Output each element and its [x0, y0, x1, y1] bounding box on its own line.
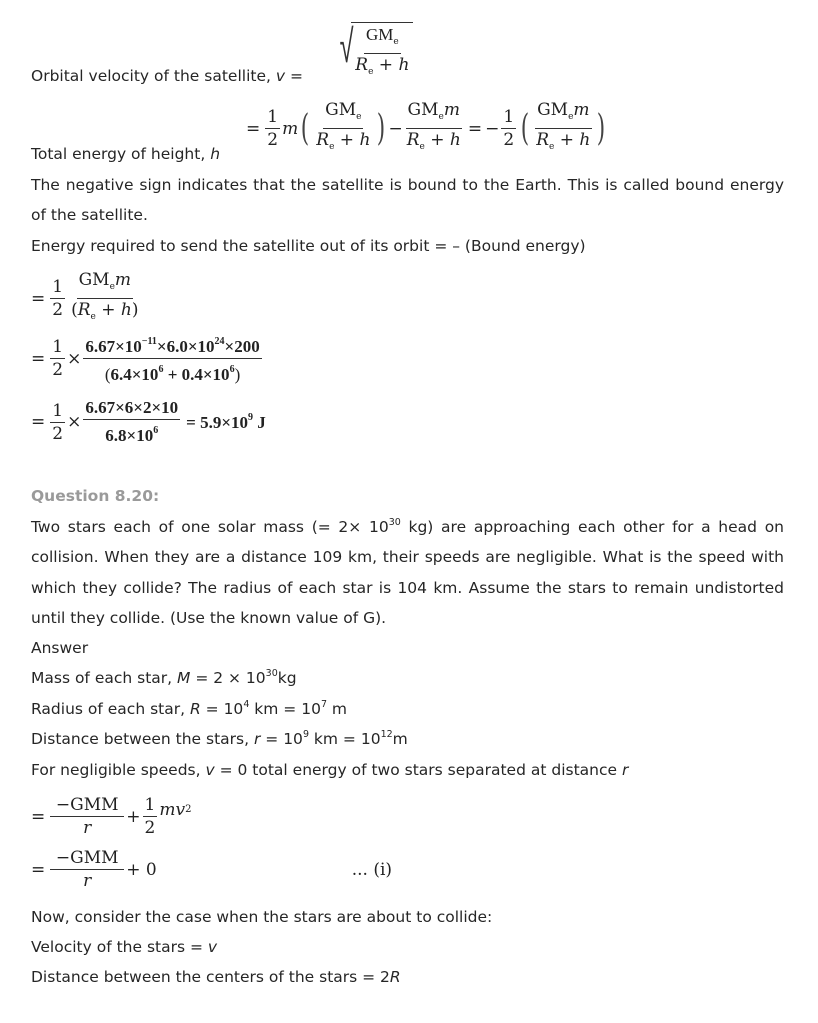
total-energy-line — [31, 144, 220, 164]
numerator: 1 — [267, 107, 279, 127]
gmm: −GMM — [55, 795, 119, 815]
text: km = 10 — [308, 730, 381, 748]
denominator — [103, 420, 160, 446]
fraction — [534, 100, 592, 157]
sqrt — [334, 20, 413, 82]
half — [143, 795, 158, 838]
calc-step-2 — [31, 332, 264, 385]
var-M: M — [177, 669, 191, 687]
equals-sign: = — [31, 348, 46, 369]
times-sign: × — [67, 412, 82, 432]
half — [50, 337, 65, 380]
question-title: Question 8.20: — [31, 487, 160, 505]
numerator: 1 — [503, 107, 515, 127]
plus-h: + h — [334, 130, 371, 150]
now-line: Now, consider the case when the stars are about to collide: — [31, 908, 493, 926]
plus-h: + h — [424, 130, 461, 150]
r-e: R — [316, 130, 330, 150]
sub-e: e — [549, 142, 555, 152]
text: Mass of each star, — [31, 669, 178, 687]
exponent: 9 — [302, 729, 309, 740]
text: km = 10 — [249, 700, 321, 718]
velocity-line — [31, 937, 217, 957]
equals-sign: = — [31, 412, 46, 432]
text: = 10 — [200, 700, 244, 718]
sub-e: e — [393, 37, 399, 47]
var-v: v — [207, 938, 218, 956]
unit: kg — [277, 669, 297, 687]
var-R: R — [189, 700, 201, 718]
numerator: 1 — [52, 400, 64, 421]
num-part: ×6.0×10 — [156, 337, 215, 356]
result — [186, 412, 266, 433]
sub-e: e — [90, 312, 96, 322]
distance-line — [31, 729, 408, 749]
gm: GM — [537, 100, 569, 120]
var-m: m — [282, 118, 299, 139]
text: For negligible speeds, — [31, 761, 206, 779]
num-part: ×200 — [224, 337, 260, 356]
plus-zero: + 0 — [126, 859, 157, 880]
numerator — [323, 100, 363, 129]
radicand — [351, 22, 413, 82]
answer-label: Answer — [31, 639, 89, 657]
orbital-velocity-formula — [334, 20, 413, 82]
denominator — [534, 129, 592, 157]
question-text-part: kg) are approaching each other for a head on collision. When they are a distance 109 km, their speeds are negligible. What is the speed with which they collide? The radius of each star is 104 km. Assume the stars to remain undistorted until they collide. (Use the known value of G). — [31, 518, 784, 627]
r-e: R — [355, 55, 369, 75]
mv: mv — [159, 799, 186, 820]
text: Distance between the stars, — [31, 730, 254, 748]
denominator — [81, 817, 93, 838]
exponent: 6 — [158, 364, 164, 375]
gm: GM — [325, 100, 357, 120]
exponent: 30 — [388, 517, 401, 528]
denominator: 2 — [52, 360, 64, 380]
sub-e: e — [419, 142, 425, 152]
exponent: 4 — [243, 699, 250, 710]
numerator: 1 — [52, 277, 64, 297]
gm: GM — [78, 270, 110, 290]
numerator — [77, 270, 133, 299]
num-part: 6.67×10 — [85, 337, 142, 356]
r-e: R — [406, 130, 420, 150]
times-sign: × — [67, 348, 82, 369]
negligible-line — [31, 760, 628, 780]
left-paren: ( — [71, 300, 78, 320]
exponent: 7 — [320, 699, 327, 710]
question-text — [31, 512, 784, 633]
exponent: 6 — [229, 364, 235, 375]
energy-equation-2 — [31, 848, 392, 891]
calc-step-1 — [31, 270, 143, 327]
exponent: 30 — [265, 668, 278, 679]
var-m: m — [573, 100, 590, 120]
text: Velocity of the stars = — [31, 938, 208, 956]
numerator — [535, 100, 591, 129]
equation-tag: ... (i) — [351, 859, 393, 880]
unit: m — [326, 700, 348, 718]
denominator: 2 — [144, 818, 156, 838]
numerator — [406, 100, 462, 129]
r-e: R — [77, 300, 91, 320]
right-paren: ) — [377, 107, 386, 149]
equals-sign: = — [285, 67, 303, 85]
var-m: m — [443, 100, 460, 120]
sub-e: e — [329, 142, 335, 152]
numerator: 1 — [144, 795, 156, 815]
radical-sign: √ — [339, 19, 354, 73]
fraction — [314, 100, 372, 157]
gmm: −GMM — [55, 848, 119, 868]
denominator — [405, 129, 463, 157]
minus-sign: − — [388, 118, 403, 139]
equals-sign: = — [467, 118, 483, 139]
total-energy-formula — [243, 100, 608, 157]
var-r: r — [621, 761, 629, 779]
half — [50, 401, 65, 444]
numerator: 6.67×6×2×10 — [83, 398, 180, 420]
denominator — [314, 129, 372, 157]
plus-h: + h — [373, 55, 410, 75]
var-v: v — [205, 761, 215, 779]
equals-sign: = — [31, 806, 46, 827]
half — [265, 107, 280, 150]
var-m: m — [114, 270, 132, 290]
equals-sign: = — [31, 859, 46, 880]
gm: GM — [365, 25, 394, 44]
gm: GM — [407, 100, 439, 120]
equals-sign: = — [246, 118, 261, 139]
half — [501, 107, 516, 150]
fraction — [405, 100, 463, 157]
exponent: −11 — [141, 336, 157, 347]
denominator: 2 — [267, 130, 279, 150]
denominator — [81, 870, 93, 891]
fraction — [50, 795, 124, 838]
minus-sign: − — [485, 118, 500, 139]
exponent: 9 — [248, 411, 254, 423]
mass-line — [31, 668, 297, 688]
energy-equation-1 — [31, 795, 191, 838]
var-r: r — [253, 730, 261, 748]
text: = 2 × 10 — [190, 669, 266, 687]
numerator: 1 — [52, 337, 64, 357]
calc-step-3 — [31, 398, 266, 446]
plus-h: + h — [554, 130, 591, 150]
fraction — [83, 332, 261, 385]
half — [50, 277, 65, 320]
total-energy-label: Total energy of height, — [31, 145, 211, 163]
unit: J — [253, 412, 266, 432]
numerator — [50, 795, 124, 817]
centers-line — [31, 967, 401, 987]
var-r: r — [83, 871, 92, 891]
numerator — [83, 332, 261, 359]
left-paren: ( — [301, 107, 310, 149]
numerator — [364, 25, 401, 54]
denominator — [353, 54, 411, 82]
var-R: R — [389, 968, 401, 986]
orbital-velocity-line — [31, 66, 303, 86]
radius-line — [31, 699, 347, 719]
den-part: 6.8×10 — [105, 426, 154, 445]
fraction — [353, 25, 411, 82]
unit: m — [392, 730, 408, 748]
exponent: 24 — [214, 336, 225, 347]
left-paren: ( — [520, 107, 530, 149]
right-paren: ) — [131, 300, 139, 320]
orbital-velocity-label: Orbital velocity of the satellite, — [31, 67, 276, 85]
sub-e: e — [568, 112, 574, 122]
den-part: 6.4×10 — [110, 365, 159, 384]
den-part: + 0.4×10 — [163, 365, 230, 384]
text: = 10 — [260, 730, 303, 748]
text: Distance between the centers of the stars = 2 — [31, 968, 390, 986]
question-text-part: Two stars each of one solar mass (= 2× 10 — [31, 518, 389, 536]
var-r: r — [83, 818, 92, 838]
r-e: R — [536, 130, 550, 150]
exponent: 12 — [380, 729, 393, 740]
plus-h: + h — [95, 300, 132, 320]
sub-e: e — [356, 112, 362, 122]
denominator: $(6.4\times 10^6 + 0.4\times 10^6)$ — [104, 364, 241, 384]
sub-e: e — [109, 282, 115, 292]
energy-required-line: Energy required to send the satellite out of its orbit = – (Bound energy) — [31, 237, 586, 255]
fraction — [69, 270, 140, 327]
equals-sign: = — [31, 288, 46, 309]
sub-e: e — [368, 67, 374, 77]
denominator: 2 — [52, 423, 64, 444]
var-h: h — [210, 145, 221, 163]
var-v: v — [275, 67, 286, 85]
result-value: = 5.9×10 — [186, 412, 249, 432]
exponent: 6 — [153, 425, 159, 436]
plus-sign: + — [126, 806, 141, 827]
fraction — [50, 848, 124, 891]
numerator — [50, 848, 124, 870]
denominator — [69, 299, 140, 327]
right-paren: ) — [597, 107, 606, 149]
sub-e: e — [438, 112, 444, 122]
denominator: 2 — [503, 130, 515, 150]
negative-sign-paragraph: The negative sign indicates that the satellite is bound to the Earth. This is called bound energy of the satellite. — [31, 176, 784, 225]
fraction — [83, 398, 180, 446]
text: Radius of each star, — [31, 700, 190, 718]
text: = 0 total energy of two stars separated at distance — [214, 761, 622, 779]
denominator: 2 — [52, 300, 64, 320]
exponent: 2 — [185, 804, 192, 815]
